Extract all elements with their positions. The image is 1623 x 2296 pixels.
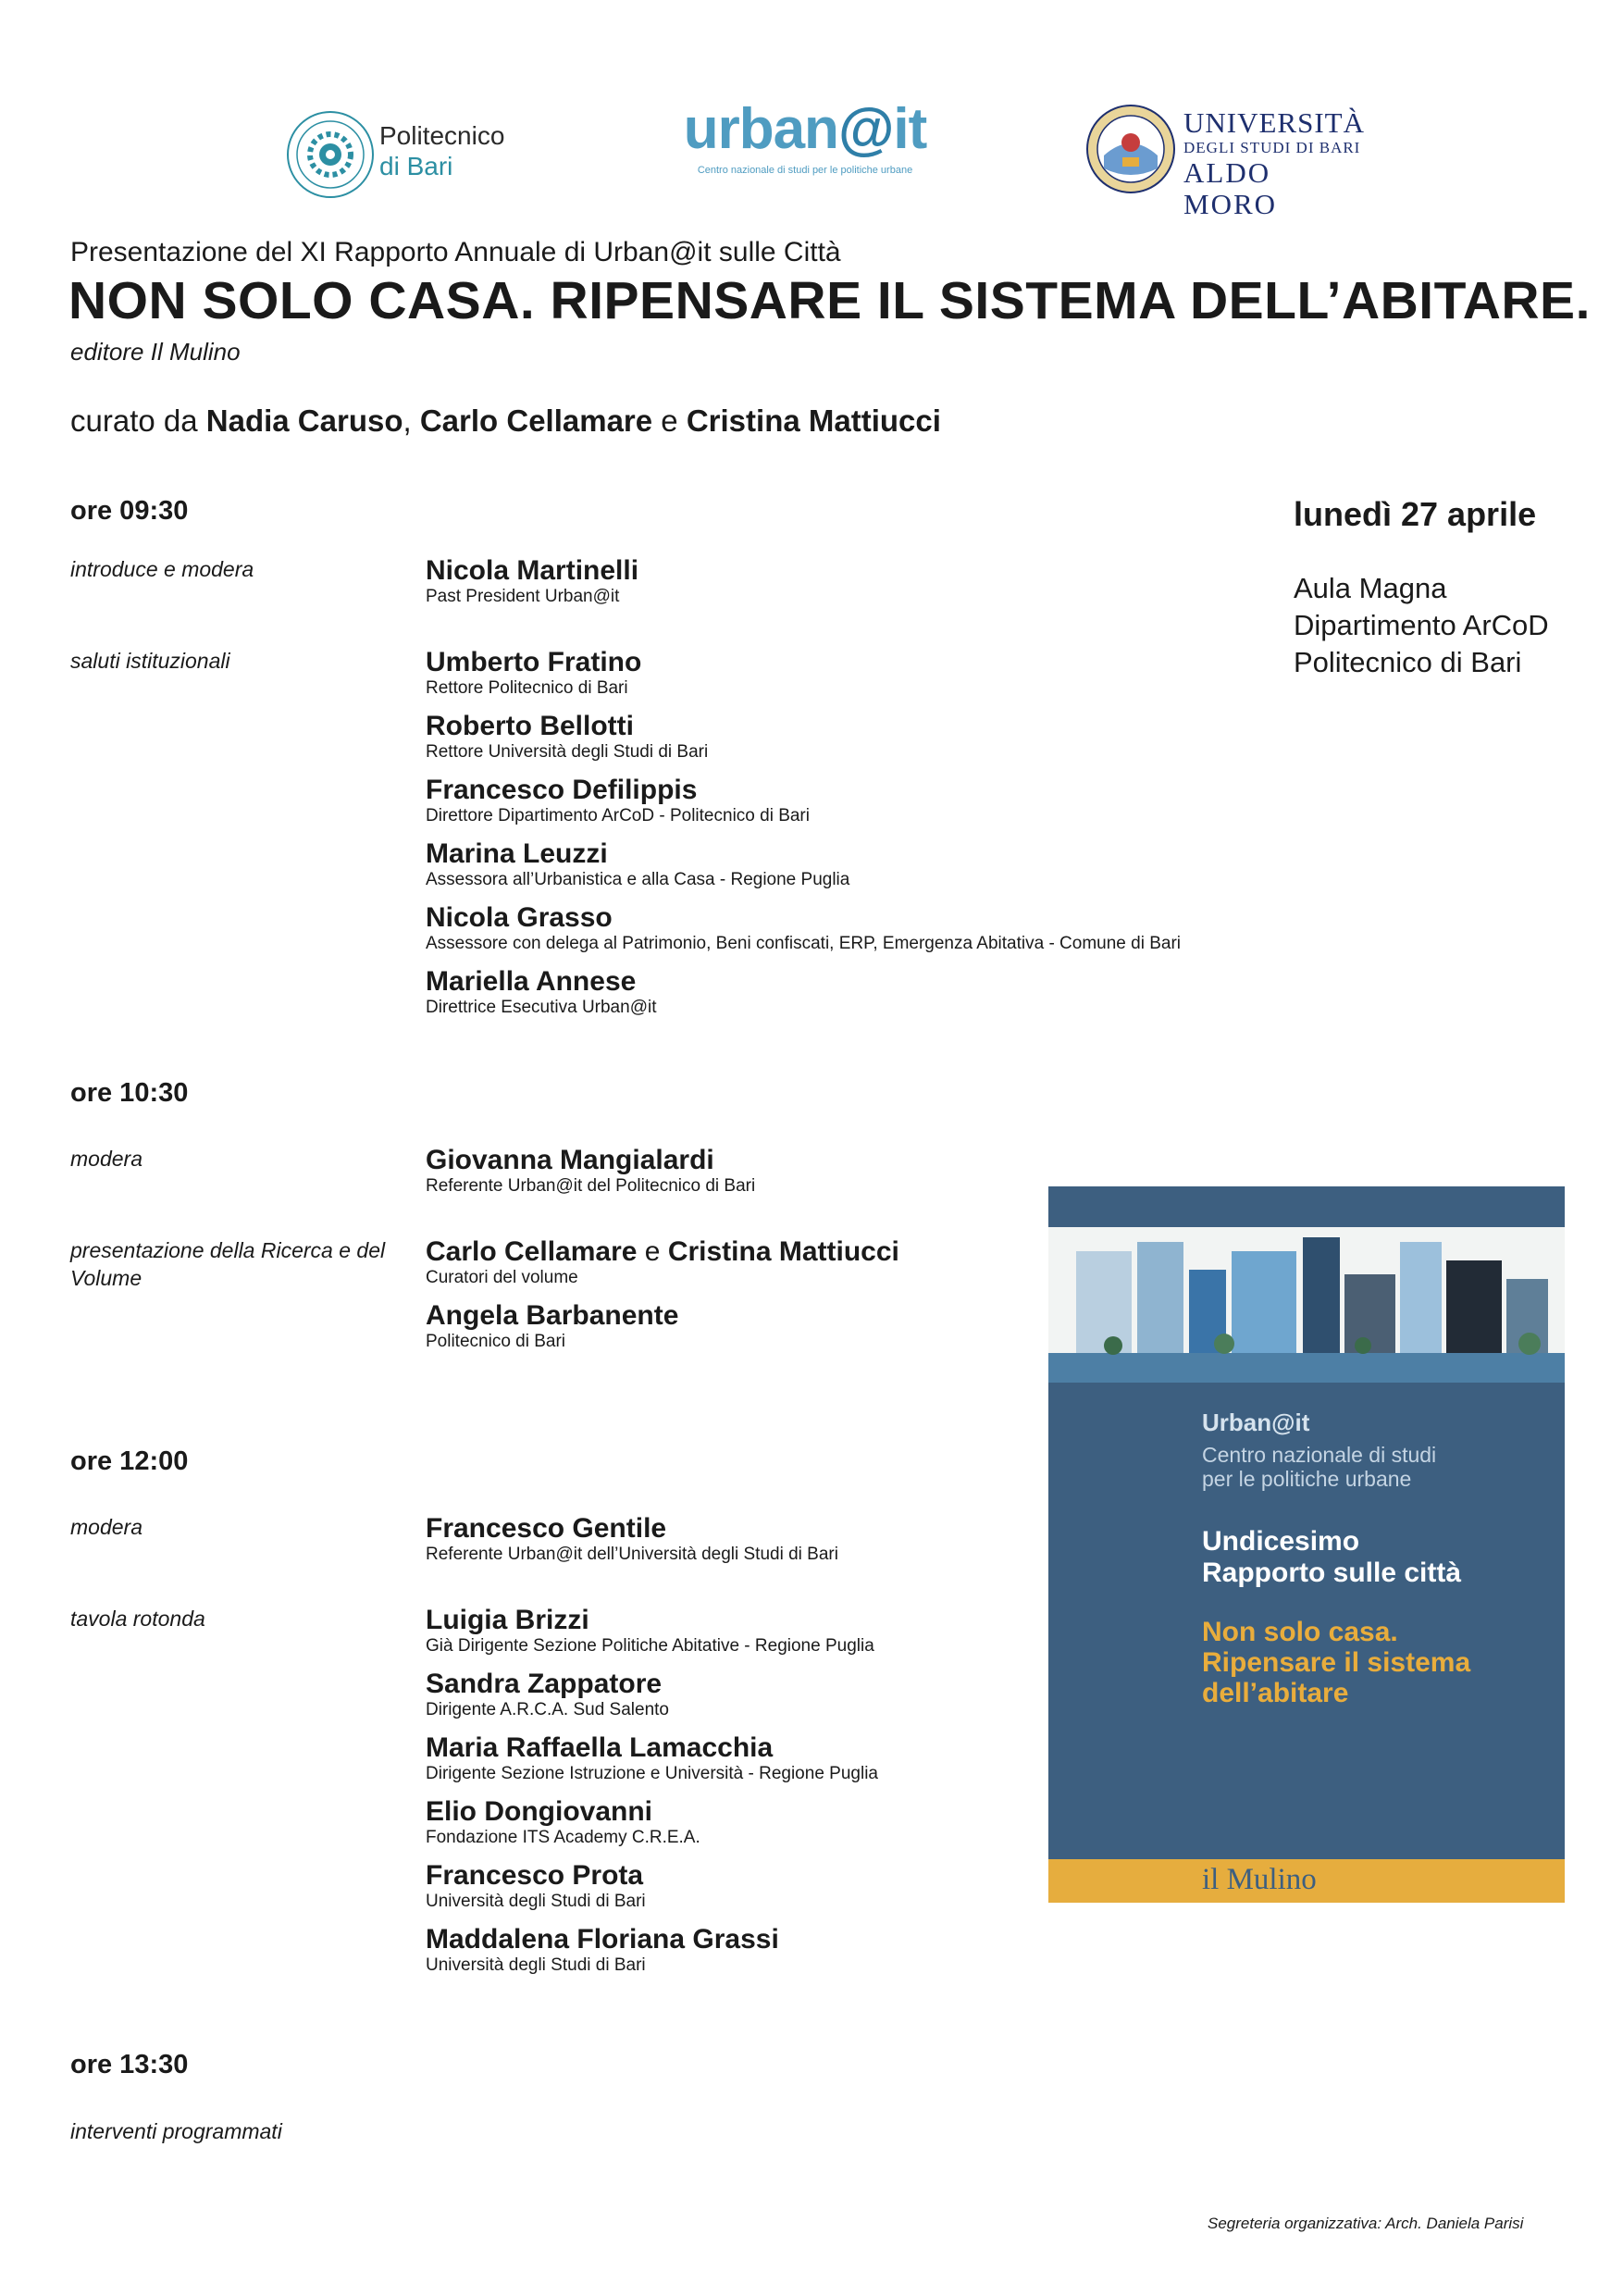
book-center-line: Centro nazionale di studi xyxy=(1202,1443,1437,1467)
speaker xyxy=(426,1924,779,1976)
speaker-name: Angela Barbanente xyxy=(426,1300,679,1331)
book-edition-line: Rapporto sulle città xyxy=(1202,1558,1462,1588)
speaker-name: Umberto Fratino xyxy=(426,647,642,677)
poliba-line1: Politecnico xyxy=(379,121,505,150)
speaker-affiliation: Politecnico di Bari xyxy=(426,1332,566,1351)
curator-separator: , xyxy=(403,403,420,438)
speaker xyxy=(426,775,810,826)
session-time: ore 13:30 xyxy=(70,2050,189,2079)
speaker-affiliation: Referente Urban@it del Politecnico di Bari xyxy=(426,1176,756,1196)
speaker-name: Roberto Bellotti xyxy=(426,711,634,741)
speaker xyxy=(426,1236,899,1288)
publisher-line: editore Il Mulino xyxy=(70,338,241,366)
speaker-name: Sandra Zappatore xyxy=(426,1669,663,1699)
speaker xyxy=(426,966,656,1018)
organizing-secretary: Segreteria organizzativa: Arch. Daniela Parisi xyxy=(1208,2215,1524,2232)
curator-name: Nadia Caruso xyxy=(205,403,403,438)
speaker-name: Francesco Gentile xyxy=(426,1513,667,1544)
book-footer-band xyxy=(1048,1859,1565,1903)
speaker-name: Giovanna Mangialardi xyxy=(426,1145,714,1175)
uniba-line1: UNIVERSITÀ xyxy=(1183,106,1365,139)
pre-title: Presentazione del XI Rapporto Annuale di Urban@it sulle Città xyxy=(70,237,841,267)
book-title-line: Ripensare il sistema xyxy=(1202,1647,1471,1678)
book-title-line: dell’abitare xyxy=(1202,1678,1349,1708)
speaker-affiliation: Dirigente Sezione Istruzione e Università - Regione Puglia xyxy=(426,1764,878,1783)
book-center-line: per le politiche urbane xyxy=(1202,1467,1412,1491)
speaker xyxy=(426,902,1181,954)
uniba-seal-icon xyxy=(1085,104,1176,194)
curators-prefix: curato da xyxy=(70,403,206,438)
speaker-affiliation: Referente Urban@it dell’Università degli Studi di Bari xyxy=(426,1545,838,1564)
curator-separator: e xyxy=(652,403,687,438)
session-role: modera xyxy=(70,1147,142,1171)
speaker xyxy=(426,1860,646,1912)
book-title-line: Non solo casa. xyxy=(1202,1617,1398,1647)
speaker-affiliation: Università degli Studi di Bari xyxy=(426,1955,646,1975)
curator-name: Carlo Cellamare xyxy=(419,403,653,438)
session-time: ore 10:30 xyxy=(70,1078,189,1108)
urbanit-word-c: it xyxy=(893,97,927,161)
speaker-affiliation: Fondazione ITS Academy C.R.E.A. xyxy=(426,1828,700,1847)
speaker-name: Francesco Prota xyxy=(426,1860,644,1891)
speaker-affiliation: Assessore con delega al Patrimonio, Beni confiscati, ERP, Emergenza Abitativa - Comune di Bari xyxy=(426,934,1182,953)
urbanit-logo xyxy=(675,97,935,183)
speaker xyxy=(426,1300,678,1352)
uniba-line3: ALDO MORO xyxy=(1183,156,1278,220)
session-time: ore 09:30 xyxy=(70,496,189,526)
page-title: NON SOLO CASA. RIPENSARE IL SISTEMA DELL’ABITARE. xyxy=(68,271,1591,330)
city-skyline-illustration xyxy=(1048,1186,1565,1383)
session-role: interventi programmati xyxy=(70,2119,282,2143)
book-edition-line: Undicesimo xyxy=(1202,1526,1360,1557)
speaker-affiliation: Past President Urban@it xyxy=(426,587,620,606)
curators-line xyxy=(70,403,941,439)
speaker-affiliation: Direttore Dipartimento ArCoD - Politecnico di Bari xyxy=(426,806,810,825)
event-date: lunedì 27 aprile xyxy=(1294,495,1537,533)
speaker-name: Cristina Mattiucci xyxy=(667,1236,899,1267)
speaker-affiliation: Curatori del volume xyxy=(426,1268,578,1287)
venue-line: Politecnico di Bari xyxy=(1294,646,1522,678)
session-role: presentazione della Ricerca e del Volume xyxy=(70,1238,386,1290)
session-role: introduce e modera xyxy=(70,557,254,581)
book-cover xyxy=(1048,1186,1565,1903)
speaker-name: Francesco Defilippis xyxy=(426,775,698,805)
session-time: ore 12:00 xyxy=(70,1446,189,1476)
speaker xyxy=(426,711,708,763)
venue-line: Aula Magna xyxy=(1294,572,1447,604)
urbanit-tagline: Centro nazionale di studi per le politiche urbane xyxy=(697,165,913,176)
speaker xyxy=(426,647,641,699)
speaker-name: Mariella Annese xyxy=(426,966,637,997)
speaker-name-pair xyxy=(426,1236,899,1268)
name-conjunction: e xyxy=(637,1236,668,1267)
session-role: tavola rotonda xyxy=(70,1607,205,1631)
book-brand: Urban@it xyxy=(1202,1409,1310,1436)
urbanit-word-a: urban xyxy=(683,97,838,161)
speaker-name: Maria Raffaella Lamacchia xyxy=(426,1732,774,1763)
session-role: modera xyxy=(70,1515,142,1539)
speaker xyxy=(426,1796,700,1848)
speaker-affiliation: Assessora all’Urbanistica e alla Casa - Regione Puglia xyxy=(426,870,850,889)
speaker-name: Luigia Brizzi xyxy=(426,1605,589,1635)
speaker-name: Carlo Cellamare xyxy=(426,1236,638,1267)
speaker-affiliation: Rettore Università degli Studi di Bari xyxy=(426,742,709,762)
curator-name: Cristina Mattiucci xyxy=(686,403,941,438)
speaker xyxy=(426,838,849,890)
speaker xyxy=(426,1513,838,1565)
speaker-affiliation: Università degli Studi di Bari xyxy=(426,1892,646,1911)
urbanit-word-at: @ xyxy=(837,97,894,161)
speaker-name: Maddalena Floriana Grassi xyxy=(426,1924,779,1955)
politecnico-seal-icon xyxy=(285,109,376,200)
speaker xyxy=(426,555,638,607)
politecnico-bari-logo xyxy=(285,109,526,202)
poliba-line2: di Bari xyxy=(379,152,453,180)
uniba-line2: DEGLI STUDI DI BARI xyxy=(1183,139,1361,156)
speaker-affiliation: Già Dirigente Sezione Politiche Abitative - Regione Puglia xyxy=(426,1636,874,1656)
speaker-name: Nicola Grasso xyxy=(426,902,613,933)
book-publisher: il Mulino xyxy=(1202,1863,1317,1896)
speaker-affiliation: Rettore Politecnico di Bari xyxy=(426,678,628,698)
speaker xyxy=(426,1732,878,1784)
speaker-name: Marina Leuzzi xyxy=(426,838,608,869)
event-venue xyxy=(1294,570,1549,681)
speaker xyxy=(426,1669,669,1720)
speaker xyxy=(426,1605,874,1657)
speaker xyxy=(426,1145,755,1197)
session-role: saluti istituzionali xyxy=(70,649,230,673)
uniba-logo xyxy=(1085,104,1372,220)
speaker-affiliation: Dirigente A.R.C.A. Sud Salento xyxy=(426,1700,669,1719)
speaker-name: Elio Dongiovanni xyxy=(426,1796,652,1827)
venue-line: Dipartimento ArCoD xyxy=(1294,609,1549,641)
speaker-name: Nicola Martinelli xyxy=(426,555,639,586)
speaker-affiliation: Direttrice Esecutiva Urban@it xyxy=(426,998,657,1017)
